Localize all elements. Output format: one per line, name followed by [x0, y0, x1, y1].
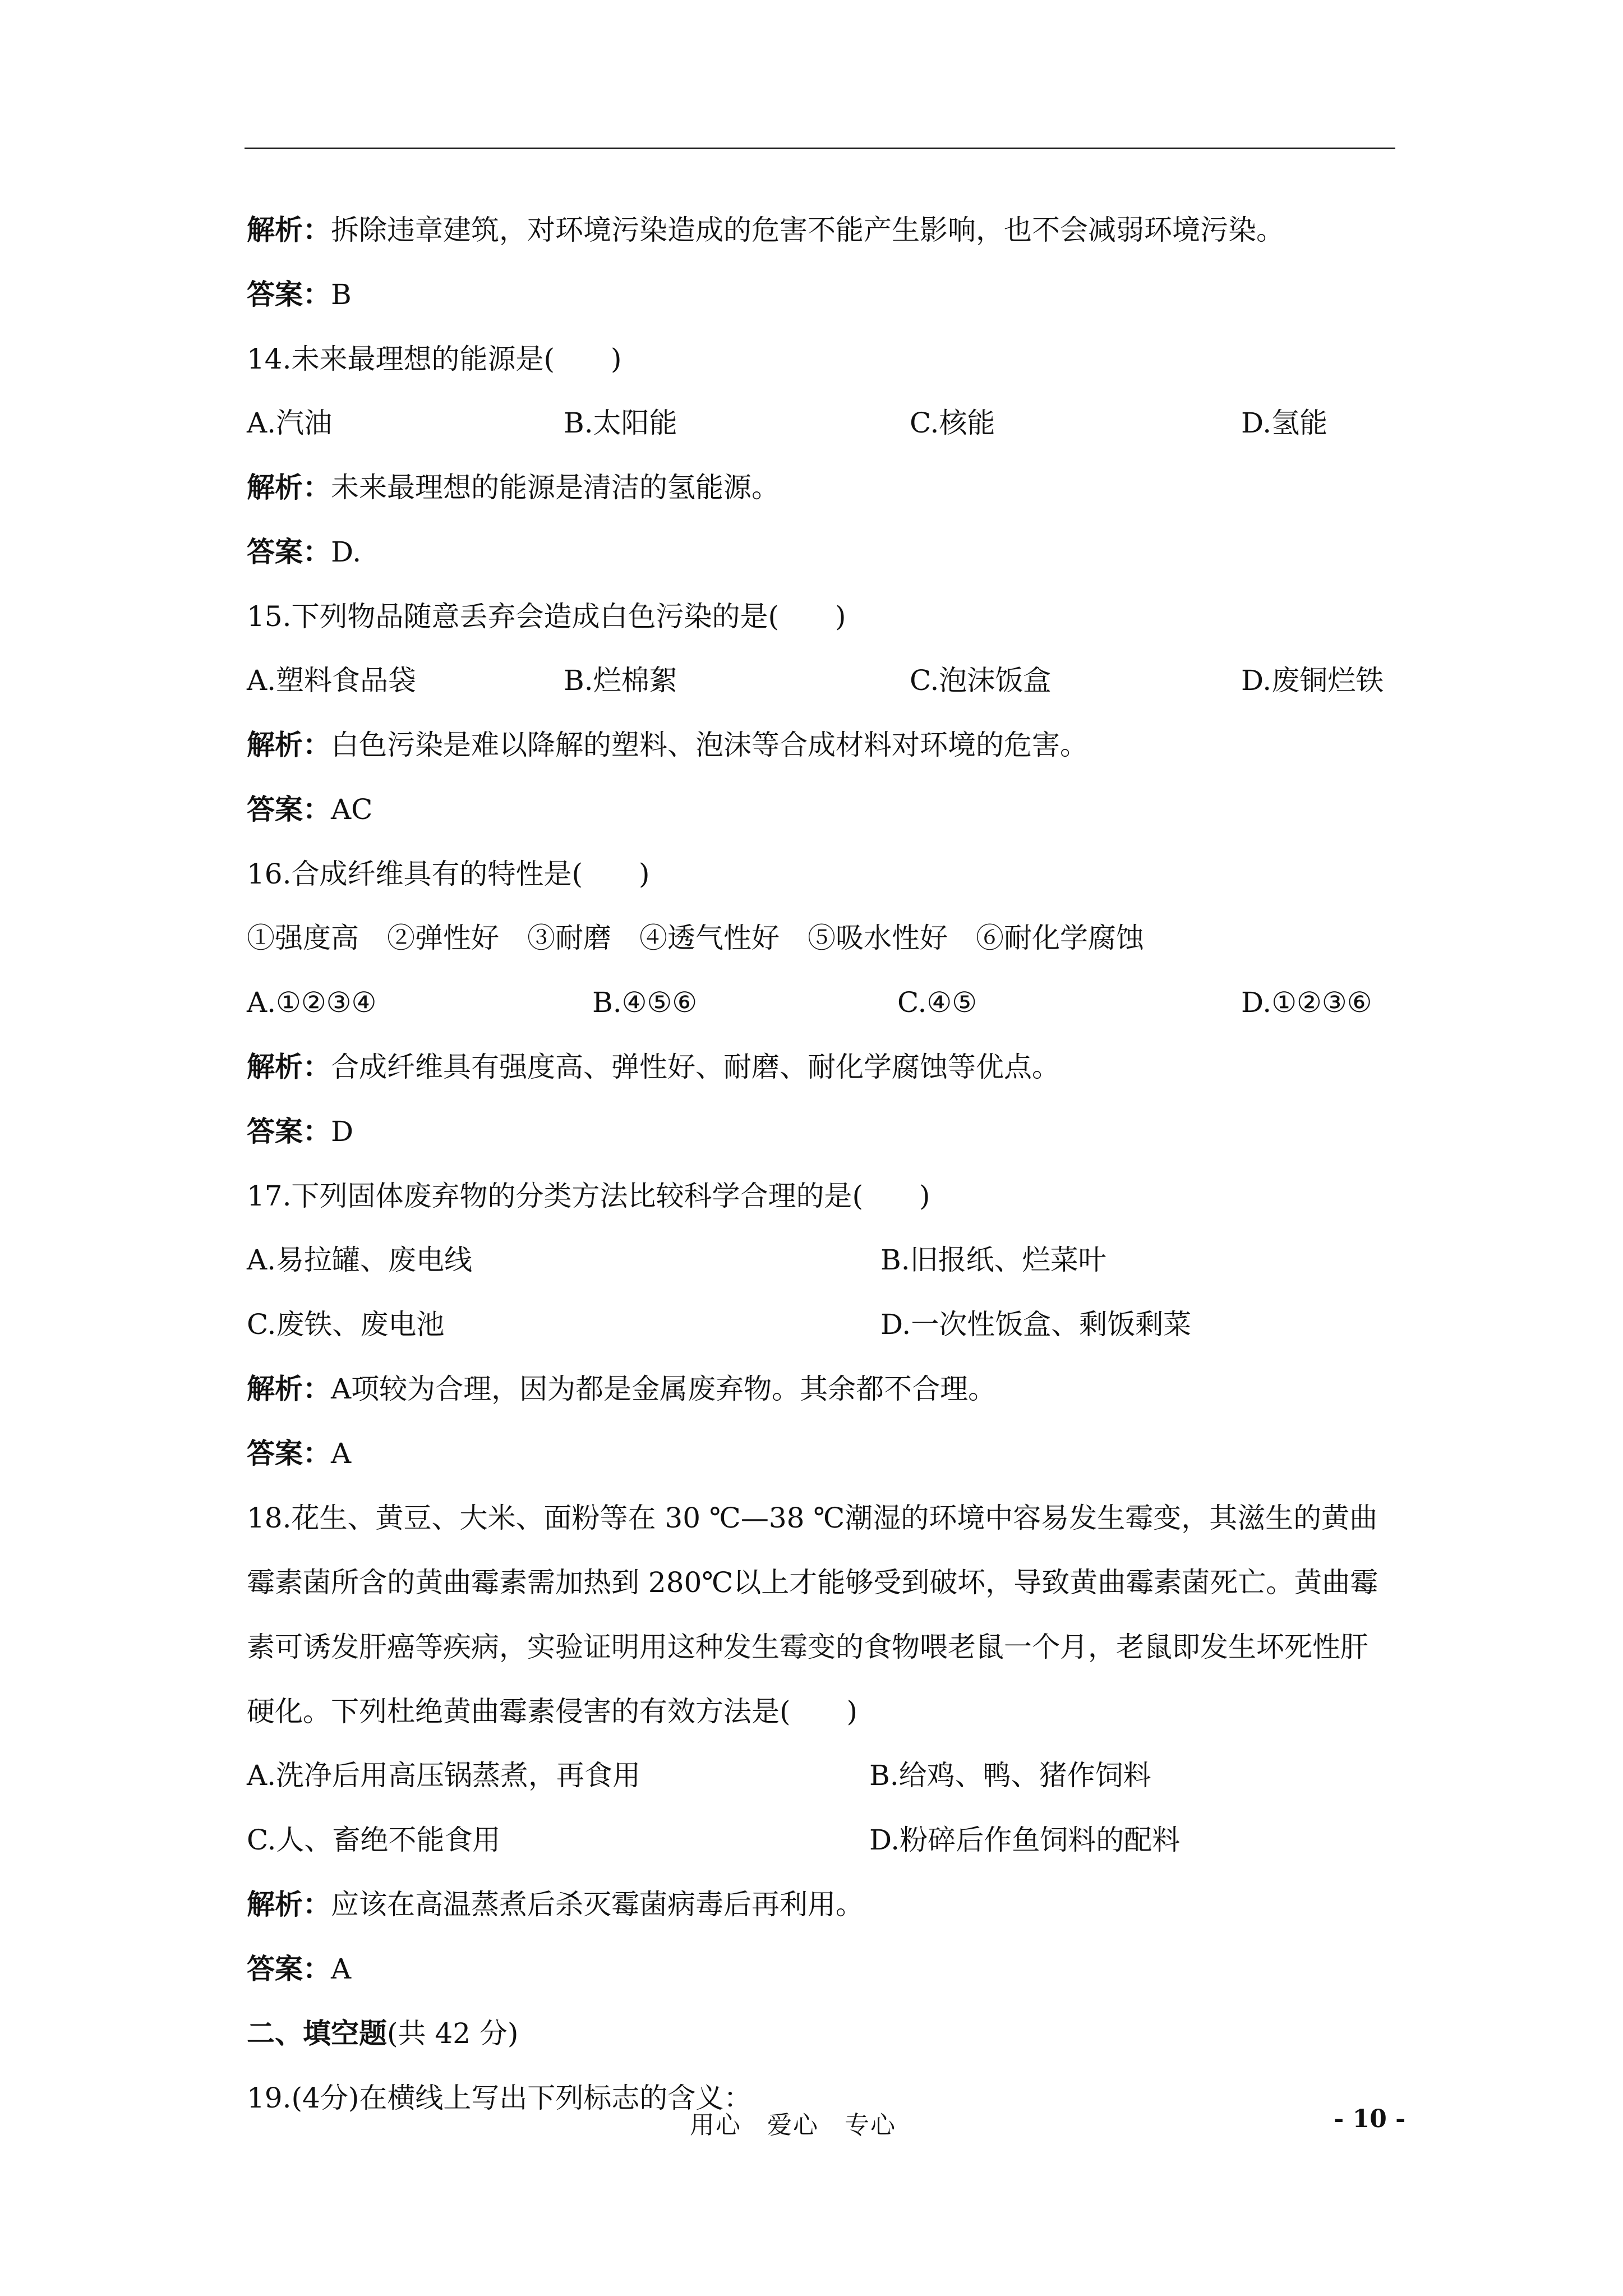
- analysis-text: A项较为合理，因为都是金属废弃物。其余都不合理。: [331, 1373, 997, 1405]
- answer-text: D: [331, 1115, 354, 1148]
- question-18-line-1: 18.花生、黄豆、大米、面粉等在 30 ℃—38 ℃潮湿的环境中容易发生霉变，其滋生的黄曲: [247, 1502, 1378, 1534]
- q16-option-c: C.④⑤: [897, 986, 978, 1019]
- analysis-line: [247, 1887, 864, 1922]
- analysis-line: [247, 470, 780, 505]
- page-number: - 10 -: [1334, 2105, 1406, 2133]
- analysis-label: 解析：: [247, 729, 331, 761]
- q16-option-d: D.①②③⑥: [1241, 986, 1372, 1019]
- answer-line: [247, 1951, 351, 1987]
- q15-option-b: B.烂棉絮: [564, 664, 677, 697]
- analysis-text: 应该在高温蒸煮后杀灭霉菌病毒后再利用。: [331, 1888, 864, 1921]
- answer-label: 答案：: [247, 793, 331, 826]
- answer-text: AC: [331, 793, 373, 826]
- analysis-text: 白色污染是难以降解的塑料、泡沫等合成材料对环境的危害。: [331, 729, 1088, 761]
- answer-label: 答案：: [247, 1115, 331, 1148]
- answer-line: [247, 1435, 351, 1471]
- header-rule: [245, 148, 1395, 149]
- question-18-line-4: 硬化。下列杜绝黄曲霉素侵害的有效方法是( ): [247, 1695, 858, 1728]
- answer-label: 答案：: [247, 278, 331, 311]
- answer-label: 答案：: [247, 1953, 331, 1985]
- analysis-label: 解析：: [247, 471, 331, 504]
- answer-label: 答案：: [247, 1437, 331, 1470]
- section-title: 二、填空题: [247, 2017, 387, 2050]
- question-14: 14.未来最理想的能源是( ): [247, 343, 622, 375]
- q18-option-d: D.粉碎后作鱼饲料的配料: [869, 1824, 1181, 1856]
- analysis-text: 拆除违章建筑，对环境污染造成的危害不能产生影响，也不会减弱环境污染。: [331, 214, 1284, 246]
- answer-text: D.: [331, 536, 362, 568]
- answer-text: B: [331, 278, 352, 311]
- question-16: 16.合成纤维具有的特性是( ): [247, 858, 650, 890]
- q18-option-c: C.人、畜绝不能食用: [247, 1824, 501, 1856]
- analysis-line: [247, 727, 1088, 763]
- answer-line: [247, 792, 372, 827]
- analysis-line: [247, 212, 1284, 248]
- q15-option-a: A.塑料食品袋: [247, 664, 417, 697]
- answer-text: A: [331, 1953, 352, 1985]
- q14-option-a: A.汽油: [247, 407, 333, 439]
- answer-line: [247, 534, 361, 570]
- q17-option-b: B.旧报纸、烂菜叶: [880, 1244, 1106, 1276]
- footer-motto: 用心 爱心 专心: [690, 2111, 896, 2139]
- q18-option-a: A.洗净后用高压锅蒸煮，再食用: [247, 1759, 641, 1792]
- analysis-line: [247, 1371, 996, 1407]
- q18-option-b: B.给鸡、鸭、猪作饲料: [869, 1759, 1151, 1792]
- q14-option-d: D.氢能: [1241, 407, 1328, 439]
- answer-text: A: [331, 1437, 352, 1470]
- analysis-label: 解析：: [247, 214, 331, 246]
- analysis-label: 解析：: [247, 1051, 331, 1083]
- answer-label: 答案：: [247, 536, 331, 568]
- question-18-line-2: 霉素菌所含的黄曲霉素需加热到 280℃以上才能够受到破坏，导致黄曲霉素菌死亡。黄曲霉: [247, 1566, 1378, 1599]
- analysis-text: 未来最理想的能源是清洁的氢能源。: [331, 471, 780, 504]
- q15-option-d: D.废铜烂铁: [1241, 664, 1384, 697]
- answer-line: [247, 277, 352, 312]
- analysis-text: 合成纤维具有强度高、弹性好、耐磨、耐化学腐蚀等优点。: [331, 1051, 1060, 1083]
- question-17: 17.下列固体废弃物的分类方法比较科学合理的是( ): [247, 1180, 930, 1212]
- section-points: (共 42 分): [387, 2017, 519, 2050]
- analysis-line: [247, 1049, 1060, 1085]
- question-15: 15.下列物品随意丢弃会造成白色污染的是( ): [247, 600, 846, 633]
- section-heading: [247, 2016, 518, 2051]
- analysis-label: 解析：: [247, 1888, 331, 1921]
- q17-option-c: C.废铁、废电池: [247, 1308, 445, 1341]
- q17-option-a: A.易拉罐、废电线: [247, 1244, 473, 1276]
- q15-option-c: C.泡沫饭盒: [910, 664, 1052, 697]
- q16-option-a: A.①②③④: [247, 986, 377, 1019]
- analysis-label: 解析：: [247, 1373, 331, 1405]
- answer-line: [247, 1114, 353, 1149]
- q16-properties-list: ①强度高 ②弹性好 ③耐磨 ④透气性好 ⑤吸水性好 ⑥耐化学腐蚀: [247, 922, 1144, 954]
- q17-option-d: D.一次性饭盒、剩饭剩菜: [880, 1308, 1192, 1341]
- q14-option-b: B.太阳能: [564, 407, 677, 439]
- question-19: 19.(4分)在横线上写出下列标志的含义：: [247, 2082, 752, 2114]
- q14-option-c: C.核能: [910, 407, 995, 439]
- question-18-line-3: 素可诱发肝癌等疾病，实验证明用这种发生霉变的食物喂老鼠一个月，老鼠即发生坏死性肝: [247, 1631, 1368, 1663]
- q16-option-b: B.④⑤⑥: [592, 986, 698, 1019]
